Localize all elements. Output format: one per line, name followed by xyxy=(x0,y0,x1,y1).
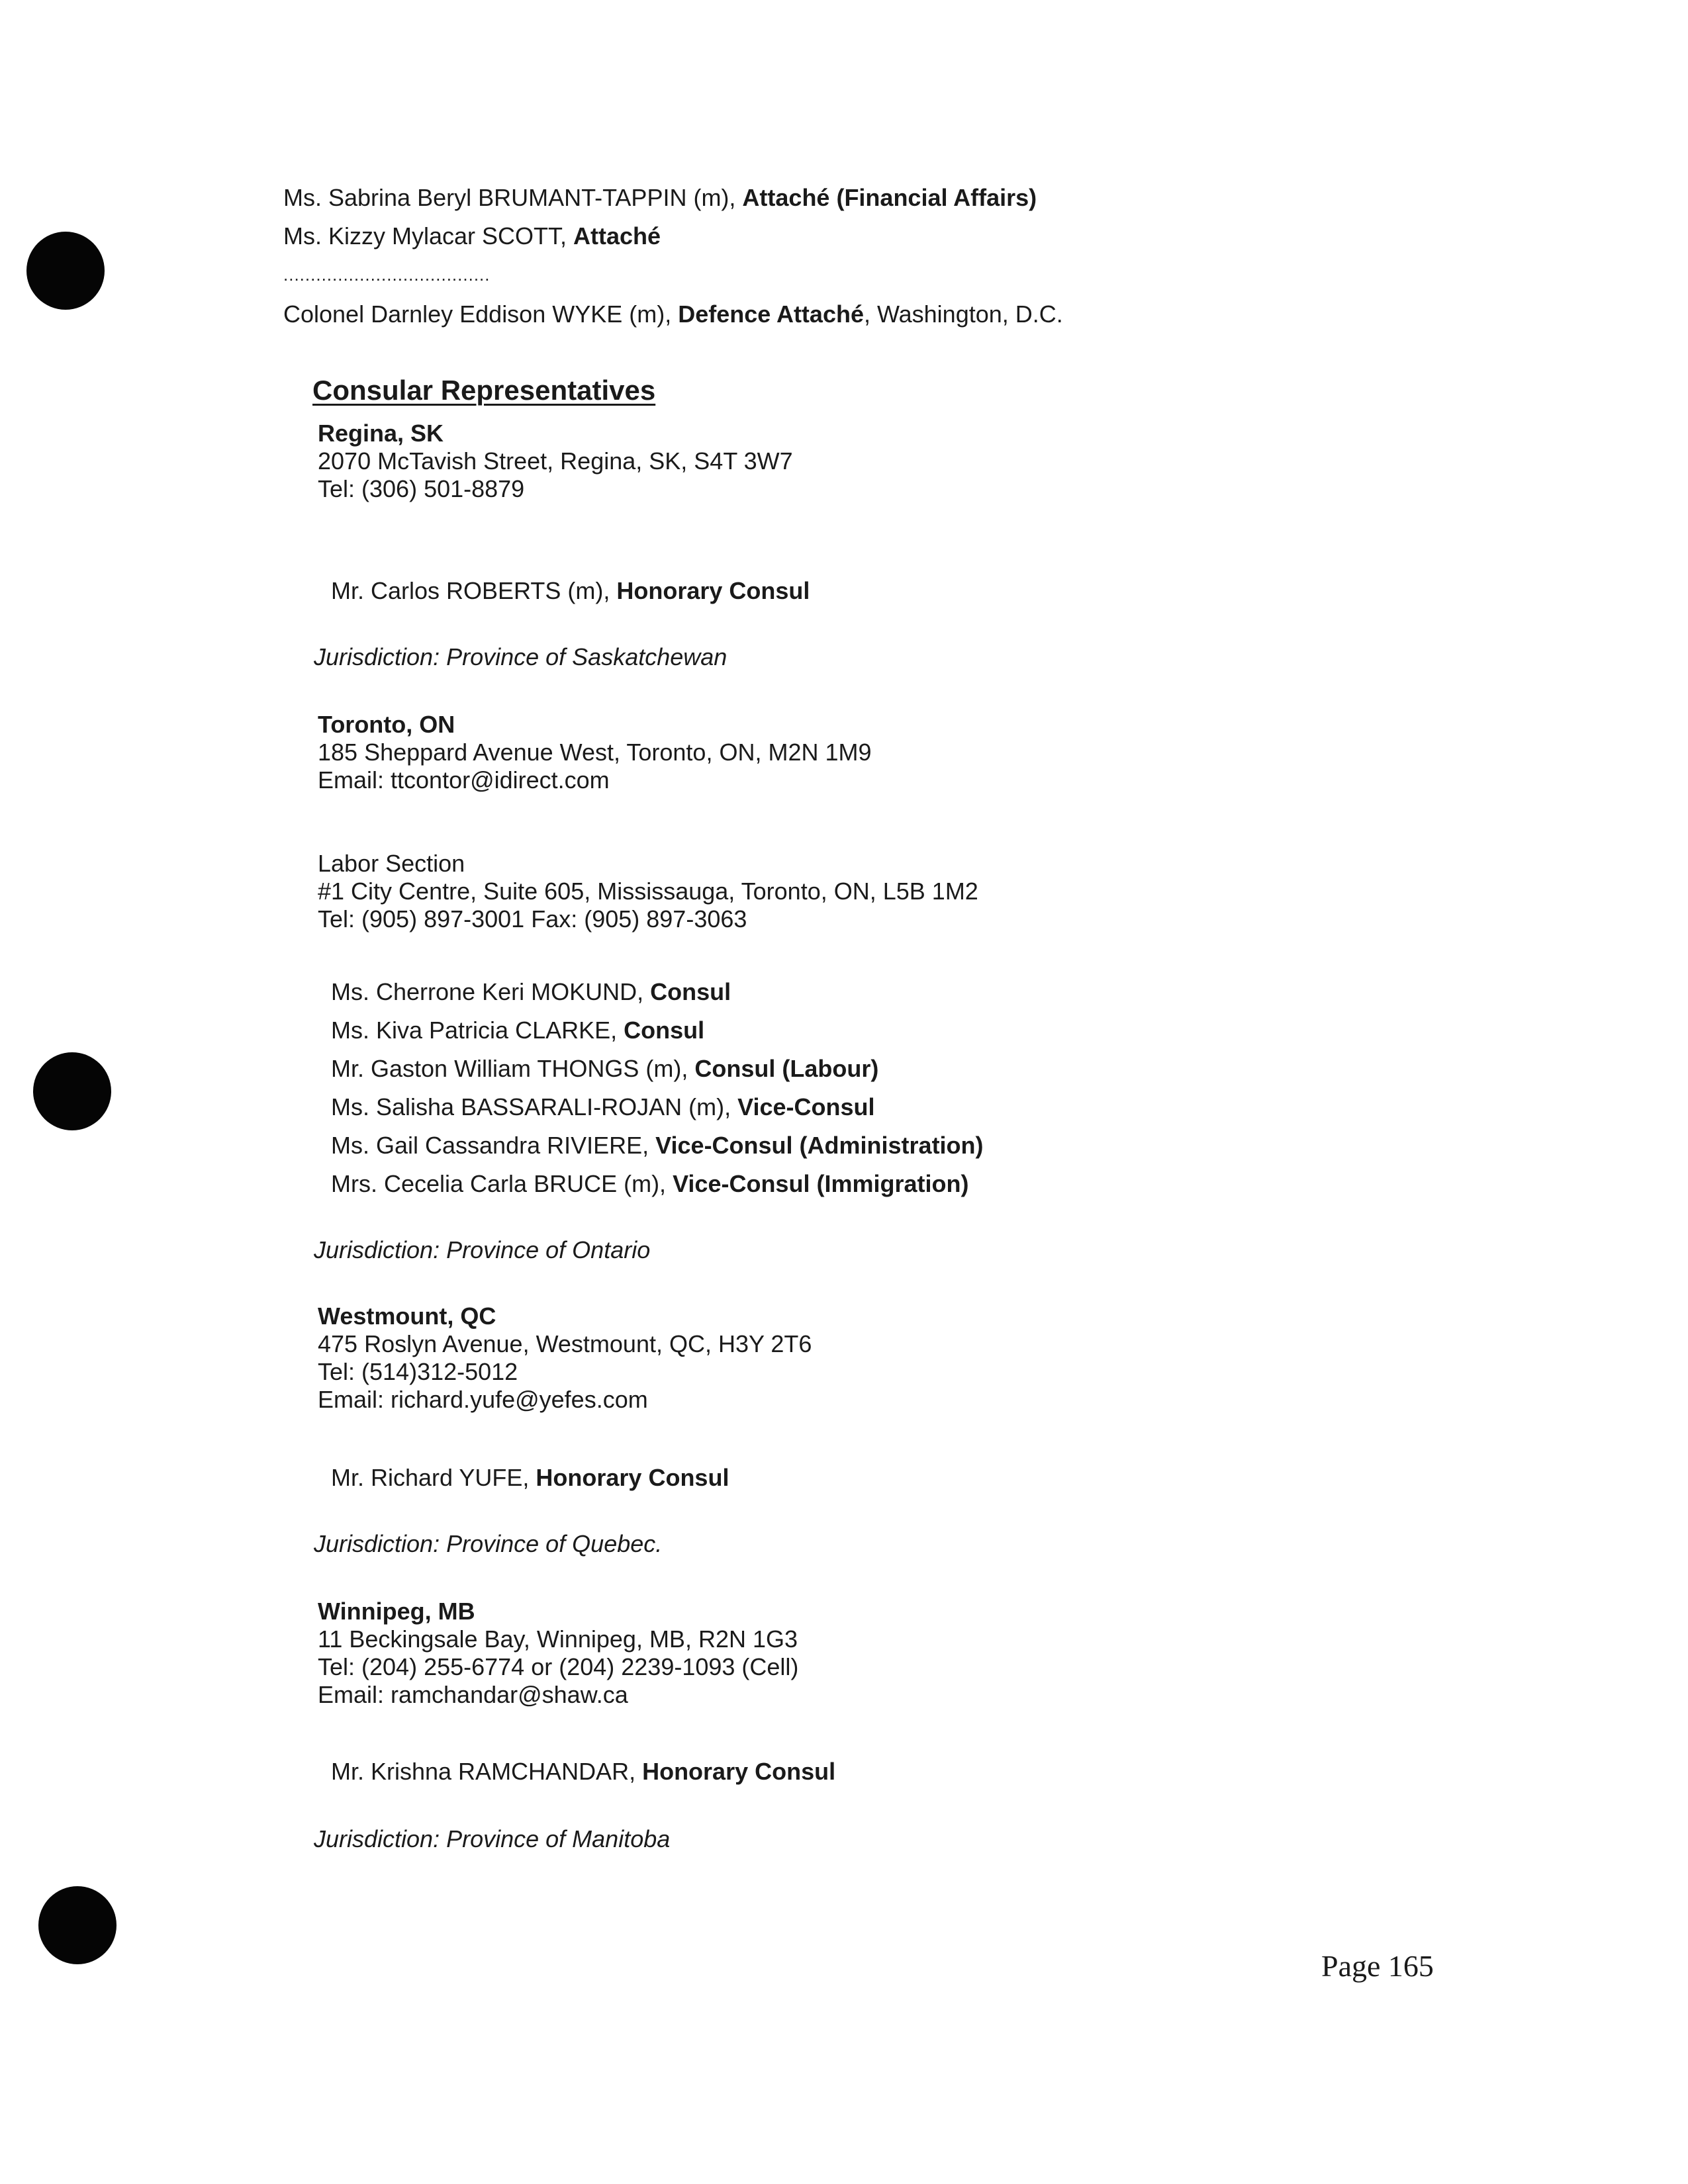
staff-title: Honorary Consul xyxy=(536,1464,729,1491)
office-email: Email: richard.yufe@yefes.com xyxy=(318,1386,648,1413)
staff-name: Mrs. Cecelia Carla BRUCE (m), xyxy=(331,1170,673,1197)
staff-entry xyxy=(331,1093,875,1121)
jurisdiction: Jurisdiction: Province of Ontario xyxy=(314,1236,651,1263)
section-heading: Consular Representatives xyxy=(312,375,656,406)
staff-location: , Washington, D.C. xyxy=(863,300,1063,328)
office-phone: Tel: (306) 501-8879 xyxy=(318,475,525,502)
staff-title: Honorary Consul xyxy=(642,1758,836,1785)
office-address: 11 Beckingsale Bay, Winnipeg, MB, R2N 1G3 xyxy=(318,1625,798,1653)
staff-name: Mr. Carlos ROBERTS (m), xyxy=(331,577,617,604)
office-email: Email: ramchandar@shaw.ca xyxy=(318,1681,628,1708)
office-email: Email: ttcontor@idirect.com xyxy=(318,766,610,794)
staff-name: Colonel Darnley Eddison WYKE (m), xyxy=(283,300,679,328)
office-city: Westmount, QC xyxy=(318,1302,496,1330)
consul-entry xyxy=(331,1758,835,1786)
staff-title: Vice-Consul (Administration) xyxy=(655,1132,984,1159)
staff-title: Vice-Consul xyxy=(737,1093,875,1120)
jurisdiction: Jurisdiction: Province of Manitoba xyxy=(314,1825,671,1852)
staff-title: Attaché xyxy=(573,222,661,250)
office-city: Toronto, ON xyxy=(318,711,455,738)
staff-title: Defence Attaché xyxy=(678,300,864,328)
labor-section-title: Labor Section xyxy=(318,850,465,877)
office-city: Winnipeg, MB xyxy=(318,1598,475,1625)
staff-entry xyxy=(331,1132,984,1160)
staff-title: Honorary Consul xyxy=(616,577,810,604)
punch-hole xyxy=(26,232,105,310)
defence-attache-entry xyxy=(283,300,1063,328)
staff-title: Consul (Labour) xyxy=(694,1055,879,1082)
staff-name: Mr. Krishna RAMCHANDAR, xyxy=(331,1758,643,1785)
office-phone: Tel: (514)312-5012 xyxy=(318,1358,518,1385)
punch-hole xyxy=(38,1886,117,1964)
staff-name: Ms. Gail Cassandra RIVIERE, xyxy=(331,1132,656,1159)
staff-name: Ms. Kiva Patricia CLARKE, xyxy=(331,1017,624,1044)
staff-title: Vice-Consul (Immigration) xyxy=(673,1170,969,1197)
staff-title: Consul xyxy=(650,978,731,1005)
staff-entry xyxy=(331,1017,704,1044)
jurisdiction: Jurisdiction: Province of Saskatchewan xyxy=(314,643,727,670)
punch-hole xyxy=(33,1052,111,1130)
labor-section-address: #1 City Centre, Suite 605, Mississauga, Toronto, ON, L5B 1M2 xyxy=(318,878,978,905)
separator: ...................................... xyxy=(283,265,491,285)
staff-entry xyxy=(331,1170,968,1198)
staff-title: Attaché (Financial Affairs) xyxy=(742,184,1037,211)
staff-entry xyxy=(283,184,1037,212)
office-address: 2070 McTavish Street, Regina, SK, S4T 3W7 xyxy=(318,447,793,475)
office-address: 185 Sheppard Avenue West, Toronto, ON, M2N 1M9 xyxy=(318,739,872,766)
office-city: Regina, SK xyxy=(318,420,444,447)
office-phone: Tel: (204) 255-6774 or (204) 2239-1093 (Cell) xyxy=(318,1653,799,1680)
consul-entry xyxy=(331,577,810,605)
staff-name: Ms. Kizzy Mylacar SCOTT, xyxy=(283,222,574,250)
staff-name: Mr. Richard YUFE, xyxy=(331,1464,536,1491)
staff-name: Mr. Gaston William THONGS (m), xyxy=(331,1055,695,1082)
staff-name: Ms. Cherrone Keri MOKUND, xyxy=(331,978,651,1005)
staff-entry xyxy=(331,1055,878,1083)
labor-section-phone: Tel: (905) 897-3001 Fax: (905) 897-3063 xyxy=(318,905,747,933)
consul-entry xyxy=(331,1464,729,1492)
office-address: 475 Roslyn Avenue, Westmount, QC, H3Y 2T6 xyxy=(318,1330,812,1357)
staff-name: Ms. Sabrina Beryl BRUMANT-TAPPIN (m), xyxy=(283,184,743,211)
page-number: Page 165 xyxy=(1321,1949,1434,1983)
staff-title: Consul xyxy=(624,1017,705,1044)
staff-entry xyxy=(331,978,731,1006)
staff-name: Ms. Salisha BASSARALI-ROJAN (m), xyxy=(331,1093,738,1120)
staff-entry xyxy=(283,222,661,250)
jurisdiction: Jurisdiction: Province of Quebec. xyxy=(314,1530,663,1557)
